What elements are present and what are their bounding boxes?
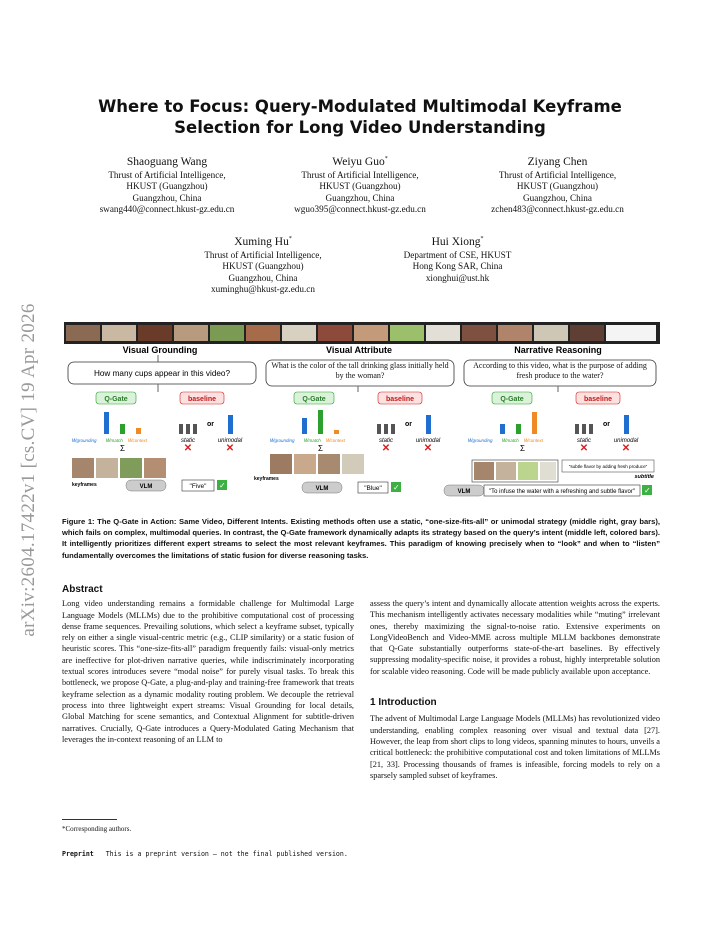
svg-text:✕: ✕ [381,443,391,454]
author-email: xuminghu@hkust-gz.edu.cn [211,284,315,295]
baseline-badge: baseline [583,396,613,403]
abstract-column [62,584,354,745]
panel-answer: "Five" [189,483,207,490]
author-name: Xuming Hu [234,235,289,248]
panel-narrative-reasoning [444,345,656,496]
static-label: static [576,438,592,444]
vlm-label: VLM [139,484,153,490]
svg-text:wmatch: wmatch [502,437,519,444]
svg-text:✕: ✕ [225,443,235,454]
keyframes-label: keyframes [72,482,97,488]
abstract-text-left: Long video understanding remains a formidable challenge for Multimodal Large Language Models (MLLMs) due to the prohibitive computational cost of processing dense frame sequences. Prevailing solutions, which select a keyframe subset, typically rely on either a single visual-centric metric (e.g., CLIP similarity) or a static fusion of heuristic scores. This “one-size-fits-all” paradigm frequently fails: visual-only metrics are ineffective for plot-driven narrative queries, while indiscriminately incorporating textual scores introduces severe “modal noise” for purely visual tasks. To break this bottleneck, we propose Q-Gate, a plug-and-play and training-free framework that treats keyframe selection as a dynamic modality routing problem. We decouple the retrieval process into three lightweight expert streams: Visual Grounding for local details, Global Matching for scene semantics, and Contextual Alignment for subtitle-driven narratives. Crucially, Q-Gate introduces a Query-Modulated Gating Mechanism that leverages the in-context reasoning of an LLM to [62,599,354,744]
author-affiliation: HKUST (Guangzhou) [516,181,599,192]
author-block-5: Hui Xiong* Department of CSE, HKUST Hong Kong SAR, China xionghui@ust.hk [360,232,555,284]
svg-text:✓: ✓ [393,483,400,492]
abstract-text-right: assess the query’s intent and dynamically allocate attention weights across the experts. This mechanism intelligently activates necessary modalities while “muting” irrelevant ones, thereby maximizing the signal-to-noise ratio. Extensive experiments on LongVideoBench and Video-MME across multiple MLLM backbones demonstrate that Q-Gate substantially outperforms state-of-the-art baselines. By effectively suppressing modality-specific noise, it provides a robust, highly interpretable solution for scalable video reasoning. Code will be made publicly available upon acceptance. [370,599,660,676]
preprint-label: Preprint [62,850,94,858]
baseline-badge: baseline [187,396,217,403]
unimodal-label: unimodal [217,438,243,444]
sigma-symbol: Σ [520,444,525,453]
figure-1 [62,320,662,510]
author-email: swang440@connect.hkust-gz.edu.cn [99,204,235,215]
or-label: or [603,421,610,428]
author-location: Guangzhou, China [132,192,202,203]
preprint-notice [62,850,348,858]
baseline-badge: baseline [385,396,415,403]
panel-question: What is the color of the tall drinking glass initially held by the woman? [271,361,449,380]
vlm-label: VLM [457,489,471,495]
arxiv-id: arXiv:2604.17422v1 [cs.CV] 19 Apr 2026 [18,303,39,637]
introduction-text: The advent of Multimodal Large Language Models (MLLMs) has revolutionized video understanding, enabling complex reasoning over visual and textual data [27]. However, the leap from short clips to long videos, spanning minutes to hours, unveils a critical bottleneck: the prohibitive computational cost and token limitations of MLLMs [21, 33]. Processing thousands of frames is infeasible, forcing models to rely on a sparsely sampled subset of keyframes. [370,714,660,780]
author-affiliation: HKUST (Guangzhou) [319,181,401,192]
subtitle-label: subtitle [634,474,654,480]
qgate-badge: Q-Gate [500,396,524,403]
qgate-badge: Q-Gate [302,396,326,403]
svg-text:wgrounding: wgrounding [72,437,97,444]
vlm-label: VLM [315,486,329,492]
introduction-heading: 1 Introduction [370,697,437,709]
svg-text:wcontext: wcontext [524,437,543,444]
author-name: Ziyang Chen [527,155,588,168]
author-block-1 [72,152,262,216]
author-affiliation: Thrust of Artificial Intelligence, [498,169,617,180]
figure-caption: Figure 1: The Q-Gate in Action: Same Video, Different Intents. Existing methods often use a static, “one-size-fits-all” or unimodal strategy (middle right, gray bars), which fails on complex, multimodal queries. In contrast, the Q-Gate framework dynamically adapts its strategy based on the query’s intent (middle left, colored bars). It intelligently prioritizes different expert streams to select the most relevant keyframes. This paradigm of knowing precisely when to “look” and when to “listen” fundamentally overcomes the limitations of static fusion for diverse reasoning tasks. [62,517,660,560]
sigma-symbol: Σ [120,444,125,453]
title-line-1: Where to Focus: Query-Modulated Multimodal Keyframe [98,97,622,116]
svg-text:✕: ✕ [621,443,631,454]
qgate-badge: Q-Gate [104,396,128,403]
arxiv-stamp [14,260,44,680]
or-label: or [207,421,214,428]
author-name: Weiyu Guo [332,155,385,168]
panel-visual-attribute [254,345,454,493]
author-location: Guangzhou, China [523,192,592,203]
footnote: *Corresponding authors. [62,825,132,833]
panel-question: How many cups appear in this video? [93,369,231,378]
svg-text:✕: ✕ [183,443,193,454]
panel-question: According to this video, what is the purpose of adding fresh produce to the water? [473,361,647,380]
author-block-2: Weiyu Guo* Thrust of Artificial Intelligence, HKUST (Guangzhou) Guangzhou, China wguo395@connect.hkust-gz.edu.cn [265,152,455,216]
svg-text:wcontext: wcontext [128,437,147,444]
abstract-heading: Abstract [62,584,103,595]
svg-text:✓: ✓ [219,481,226,490]
svg-text:✓: ✓ [644,486,651,495]
static-label: static [180,438,196,444]
panel-title: Visual Attribute [325,345,393,355]
author-email: xionghui@ust.hk [425,272,490,283]
author-affiliation: HKUST (Guangzhou) [126,181,208,192]
author-name: Hui Xiong [431,235,481,248]
subtitle-text: "subtle flavor by adding fresh produce" [568,464,648,469]
author-block-4: Xuming Hu* Thrust of Artificial Intelligence, HKUST (Guangzhou) Guangzhou, China xuminghu@hkust-gz.edu.cn [168,232,358,296]
sigma-symbol: Σ [318,444,323,453]
author-affiliation: Hong Kong SAR, China [412,261,503,272]
author-affiliation: Thrust of Artificial Intelligence, [108,169,226,180]
author-name: Shaoguang Wang [126,155,208,168]
video-frame-strip [64,322,660,344]
static-label: static [378,438,394,444]
preprint-text: This is a preprint version — not the final published version. [105,850,348,858]
paper-title [80,96,640,138]
svg-text:wgrounding: wgrounding [468,437,493,444]
svg-text:✕: ✕ [579,443,589,454]
keyframes-label: keyframes [254,476,279,482]
svg-text:✕: ✕ [423,443,433,454]
title-line-2: Selection for Long Video Understanding [174,118,546,137]
author-affiliation: Thrust of Artificial Intelligence, [204,249,322,260]
svg-text:wgrounding: wgrounding [270,437,295,444]
unimodal-label: unimodal [613,438,639,444]
or-label: or [405,421,412,428]
panel-answer: "To infuse the water with a refreshing and subtle flavor" [488,489,636,495]
author-email: zchen483@connect.hkust-gz.edu.cn [491,204,624,215]
svg-text:wmatch: wmatch [106,437,123,444]
author-location: Guangzhou, China [325,192,395,203]
author-location: Guangzhou, China [228,272,298,283]
footnote-rule [62,819,117,820]
unimodal-label: unimodal [415,438,441,444]
panel-title: Narrative Reasoning [514,345,602,355]
author-affiliation: Department of CSE, HKUST [403,249,512,260]
panel-answer: "Blue" [364,485,382,492]
author-block-3 [460,152,655,216]
svg-text:wcontext: wcontext [326,437,345,444]
right-column [370,598,660,781]
panel-title: Visual Grounding [122,345,198,355]
svg-text:wmatch: wmatch [304,437,321,444]
author-affiliation: Thrust of Artificial Intelligence, [301,169,419,180]
author-email: wguo395@connect.hkust-gz.edu.cn [294,204,426,215]
author-affiliation: HKUST (Guangzhou) [222,261,304,272]
panel-visual-grounding [68,345,256,491]
